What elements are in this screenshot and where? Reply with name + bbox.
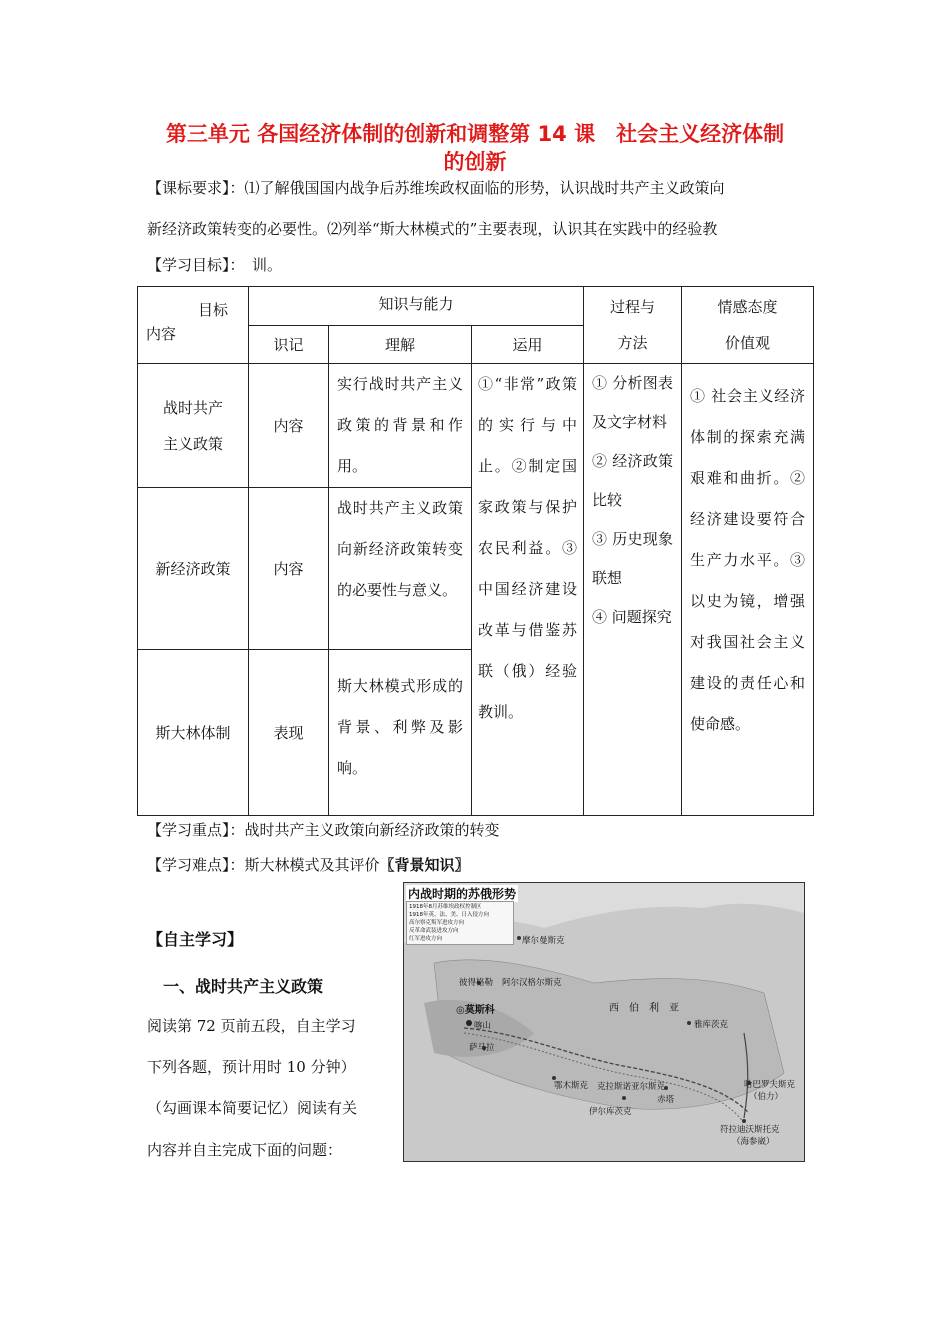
map-legend xyxy=(406,901,514,945)
row-topic-3: 斯大林体制 xyxy=(138,650,249,816)
row-recall-3: 表现 xyxy=(249,650,329,816)
legend-item-3: 高尔察克叛军进攻方向 xyxy=(409,920,465,926)
process-header-1: 过程与 xyxy=(610,298,656,316)
sub-header-recall: 识记 xyxy=(249,325,329,364)
legend-item-5: 红军进攻方向 xyxy=(409,936,443,942)
difficulty-text: 【学习难点】：斯大林模式及其评价 xyxy=(147,856,380,874)
row-recall-1: 内容 xyxy=(249,364,329,488)
instruction-line-4: 内容并自主完成下面的问题： xyxy=(147,1141,343,1159)
row-understand-3 xyxy=(329,650,472,816)
process-item-3: ③ 历史现象联想 xyxy=(592,530,674,587)
row-understand-1 xyxy=(329,364,472,488)
label-khabarovsk: 哈巴罗夫斯克 xyxy=(744,1080,796,1090)
emotion-header xyxy=(682,287,814,364)
corner-top-label: 目标 xyxy=(198,301,229,319)
label-petrograd: 彼得格勒 xyxy=(459,978,494,988)
sub-header-understand: 理解 xyxy=(329,325,472,364)
title-line-2: 的创新 xyxy=(443,150,507,174)
instruction-line-2: 下列各题，预计用时 10 分钟） xyxy=(147,1058,356,1076)
legend-item-2: 1918年英、法、美、日入侵方向 xyxy=(409,912,489,918)
row-understand-1-text: 实行战时共产主义政策的背景和作用。 xyxy=(337,375,463,475)
label-vladivostok-cn: （海参崴） xyxy=(732,1137,775,1147)
label-chita: 赤塔 xyxy=(657,1095,675,1105)
process-header-2: 方法 xyxy=(617,334,648,352)
sub-header-apply: 运用 xyxy=(472,325,584,364)
map-title: 内战时期的苏俄形势 xyxy=(408,887,517,901)
section-1-heading: 一、战时共产主义政策 xyxy=(163,977,324,996)
emotion-cell xyxy=(682,364,814,816)
row-topic-2: 新经济政策 xyxy=(138,488,249,650)
label-khabarovsk-cn: （伯力） xyxy=(749,1092,784,1102)
row-understand-2-text: 战时共产主义政策向新经济政策转变的必要性与意义。 xyxy=(337,499,463,599)
process-cell xyxy=(584,364,682,816)
row-topic-1: 战时共产 主义政策 xyxy=(138,364,249,488)
requirements-line-2: 新经济政策转变的必要性。⑵列举“斯大林模式的”主要表现，认识其在实践中的经验教 xyxy=(147,220,718,238)
row-recall-2: 内容 xyxy=(249,488,329,650)
label-krasnoyarsk: 克拉斯诺亚尔斯克 xyxy=(597,1082,666,1092)
label-moscow: ◎莫斯科 xyxy=(456,1005,495,1016)
requirements-line-3: 【学习目标】： 训。 xyxy=(147,256,283,274)
label-yakutsk: 雅库茨克 xyxy=(694,1020,729,1030)
legend-item-4: 反革命武装进攻方向 xyxy=(409,928,459,934)
label-kazan: 喀山 xyxy=(474,1021,492,1031)
page-title xyxy=(130,120,820,176)
label-murmansk: 摩尔曼斯克 xyxy=(522,936,565,946)
emotion-header-2: 价值观 xyxy=(725,334,771,352)
instruction-line-3: （勾画课本简要记忆）阅读有关 xyxy=(147,1099,358,1117)
label-siberia: 西 伯 利 亚 xyxy=(609,1003,679,1014)
legend-item-1: 1918年8月苏维埃政权控制区 xyxy=(409,904,482,910)
label-arkhangelsk: 阿尔汉格尔斯克 xyxy=(502,978,562,988)
row-understand-3-text: 斯大林模式形成的背景、利弊及影响。 xyxy=(337,677,463,777)
label-irkutsk: 伊尔库茨克 xyxy=(589,1107,632,1117)
knowledge-header: 知识与能力 xyxy=(249,287,584,326)
process-item-2: ② 经济政策比较 xyxy=(592,452,674,509)
background-label: 〖背景知识〗 xyxy=(379,856,470,874)
table-corner-cell xyxy=(138,287,249,364)
process-item-4: ④ 问题探究 xyxy=(592,608,672,626)
label-vladivostok: 符拉迪沃斯托克 xyxy=(720,1125,780,1135)
difficulty-line xyxy=(147,855,470,875)
row-understand-2 xyxy=(329,488,472,650)
objectives-table xyxy=(137,286,814,816)
process-header xyxy=(584,287,682,364)
self-study-heading: 【自主学习】 xyxy=(147,930,244,949)
emotion-header-1: 情感态度 xyxy=(717,298,778,316)
civil-war-map xyxy=(403,882,805,1162)
corner-bottom-label: 内容 xyxy=(146,325,177,343)
process-item-1: ① 分析图表及文字材料 xyxy=(592,374,674,431)
label-samara: 萨马拉 xyxy=(469,1043,495,1053)
label-omsk: 鄂木斯克 xyxy=(554,1081,589,1091)
instruction-line-1: 阅读第 72 页前五段，自主学习 xyxy=(147,1017,356,1035)
apply-text: ①“非常”政策的实行与中止。②制定国家政策与保护农民利益。③中国经济建设改革与借鉴苏联（俄）经验教训。 xyxy=(478,375,578,721)
requirements-line-1: 【课标要求】：⑴了解俄国国内战争后苏维埃政权面临的形势，认识战时共产主义政策向 xyxy=(147,179,725,197)
apply-cell xyxy=(472,364,584,816)
emotion-text: ① 社会主义经济体制的探索充满艰难和曲折。②经济建设要符合生产力水平。③以史为镜，增强对我国社会主义建设的责任心和使命感。 xyxy=(690,387,806,733)
title-line-1: 第三单元 各国经济体制的创新和调整第 14 课 社会主义经济体制 xyxy=(165,122,785,146)
key-point: 【学习重点】：战时共产主义政策向新经济政策的转变 xyxy=(147,821,500,839)
